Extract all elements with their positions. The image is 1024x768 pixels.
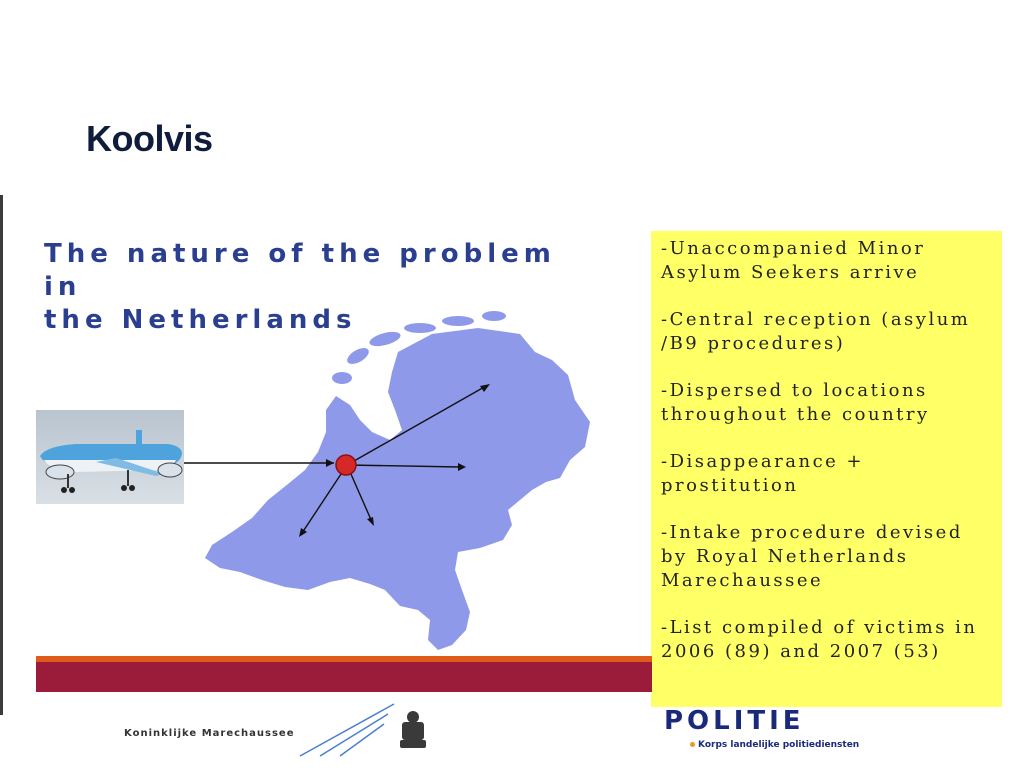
info-item: -Unaccompanied Minor Asylum Seekers arrive xyxy=(661,238,926,283)
info-item: -Disappearance + prostitution xyxy=(661,451,865,496)
info-item: -Dispersed to locations throughout the country xyxy=(661,380,930,425)
amsterdam-marker-icon xyxy=(336,455,356,475)
info-item: -Intake procedure devised by Royal Netherlands Marechaussee xyxy=(661,522,963,591)
info-item: -List compiled of victims in 2006 (89) and 2007 (53) xyxy=(661,617,978,662)
slide-title: Koolvis xyxy=(86,118,213,159)
airplane-photo-icon xyxy=(36,410,184,504)
figure-heading-line-2: the Netherlands xyxy=(44,305,357,335)
info-item: -Central reception (asylum /B9 procedures) xyxy=(661,309,971,354)
politie-bullet-icon xyxy=(690,742,695,747)
footer-red-bar xyxy=(36,662,652,692)
info-box xyxy=(651,231,1002,707)
marechaussee-emblem-icon xyxy=(290,700,450,760)
figure-heading-line-1: The nature of the problem in xyxy=(44,239,556,302)
politie-logo: POLITIE xyxy=(664,706,805,736)
info-list xyxy=(651,231,1002,664)
politie-subtitle: Korps landelijke politiediensten xyxy=(698,740,860,750)
marechaussee-logo-text: Koninklijke Marechaussee xyxy=(124,728,295,739)
netherlands-map-icon xyxy=(205,328,590,650)
